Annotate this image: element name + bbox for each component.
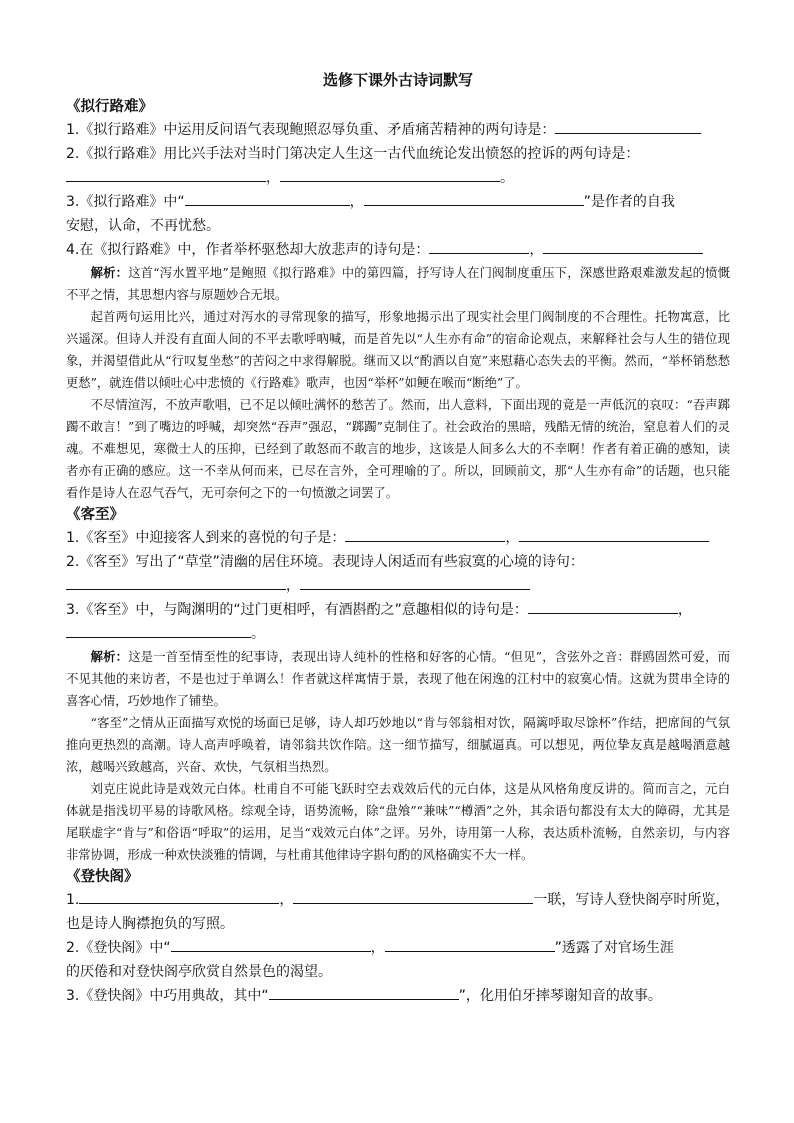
answer-blank[interactable]	[269, 984, 459, 1000]
punct-comma: ，	[286, 578, 300, 594]
section-heading-nixinglunan: 《拟行路难》	[66, 99, 153, 115]
question-3-1	[66, 888, 730, 936]
analysis-paragraph: 不尽情渲泻，不放声歌唱，已不足以倾吐满怀的愁苦了。然而，出人意料，下面出现的竟是一声低沉的哀叹：“吞声踯躅不敢言！”到了嘴边的呼喊，却突然“吞声”强忍，“踯躅”克制住了。社会政治的黑暗，残酷无情的统治，窒息着人们的灵魂。不难想见，寒微士人的压抑，已经到了敢怒而不敢言的地步，这该是人间多么大的不幸啊！作者有着正确的感知，读者亦有正确的感应。这一不幸从何而来，已尽在言外，全可理喻的了。所以，回顾前文，那“人生亦有命”的话题，也只能看作是诗人在忍气吞气，无可奈何之下的一句愤激之词罢了。	[66, 398, 730, 500]
answer-blank[interactable]	[385, 936, 555, 952]
question-number: 1.	[66, 892, 80, 908]
question-text: 2.《登快阁》中“	[66, 940, 171, 956]
analysis-label: 解析：	[90, 649, 129, 664]
answer-blank[interactable]	[280, 166, 500, 182]
question-1-2	[66, 142, 730, 190]
question-2-3	[66, 598, 730, 646]
question-text: 3.《登快阁》中巧用典故，其中“	[66, 988, 269, 1004]
analysis-text: 这首“泻水置平地”是鲍照《拟行路难》中的第四篇，抒写诗人在门阀制度重压下，深感世路艰难激发起的愤慨不平之情，其思想内容与原题妙合无垠。	[66, 266, 730, 302]
answer-blank[interactable]	[519, 526, 709, 542]
punct-comma: ，	[370, 940, 385, 956]
question-1-4	[66, 238, 730, 262]
page-title: 选修下课外古诗词默写	[322, 71, 473, 89]
answer-blank[interactable]	[300, 574, 530, 590]
question-text: ”，化用伯牙摔琴谢知音的故事。	[458, 988, 662, 1004]
punct-comma: ，	[505, 530, 520, 546]
question-1-3	[66, 190, 730, 238]
answer-blank[interactable]	[171, 936, 371, 952]
analysis-text: 这是一首至情至性的纪事诗，表现出诗人纯朴的性格和好客的心情。“但见”，含弦外之音：群鸥固然可爱，而不见其他的来访者，不是也过于单调么！作者就这样寓情于景，表现了他在闲逸的江村中的寂寞心情。这就为贯串全诗的喜客心情，巧妙地作了铺垫。	[66, 650, 730, 708]
worksheet	[66, 68, 730, 1008]
answer-blank[interactable]	[528, 598, 678, 614]
question-text: 3.《客至》中，与陶渊明的“过门更相呼，有酒斟酌之”意趣相似的诗句是：	[66, 602, 528, 618]
question-2-1	[66, 526, 730, 550]
punct-comma: ，	[279, 892, 294, 908]
question-text: ”是作者的自我	[583, 194, 675, 210]
analysis-paragraph: 起首两句运用比兴，通过对泻水的寻常现象的描写，形象地揭示出了现实社会里门阀制度的不合理性。托物寓意，比兴遥深。但诗人并没有直面人间的不平去歌呼吶喊，而是首先以“人生亦有命”的宿命论观点，来解释社会与人生的错位现象，并渴望借此从“行叹复坐愁”的苦闷之中求得解脱。继而又以“酌酒以自宽”来慰藉心态失去的平衡。然而，“举杯销愁愁更愁”，就连借以倾吐心中悲愤的《行路难》歌声，也因“举杯”如鲠在喉而“断绝”了。	[66, 310, 730, 390]
question-3-2	[66, 936, 730, 984]
question-text: 2.《客至》写出了“草堂”清幽的居住环境。表现诗人闲适而有些寂寞的心境的诗句：	[66, 554, 584, 570]
question-3-3	[66, 984, 730, 1008]
punct-period: 。	[500, 170, 514, 186]
answer-blank[interactable]	[429, 238, 529, 254]
punct-comma: ，	[349, 194, 364, 210]
section-heading-dengkuaige: 《登快阁》	[66, 869, 139, 885]
question-text: 也是诗人胸襟抱负的写照。	[66, 916, 234, 932]
punct-comma: ，	[266, 170, 280, 186]
answer-blank[interactable]	[293, 888, 533, 904]
answer-blank[interactable]	[66, 166, 266, 182]
answer-blank[interactable]	[66, 574, 286, 590]
question-text: 的厌倦和对登快阁亭欣赏自然景色的渴望。	[66, 964, 332, 980]
answer-blank[interactable]	[79, 888, 279, 904]
punct-comma: ，	[677, 602, 692, 618]
analysis-paragraph	[66, 262, 730, 306]
punct-comma: ，	[529, 242, 544, 258]
answer-blank[interactable]	[364, 190, 584, 206]
analysis-paragraph: “客至”之情从正面描写欢悦的场面已足够，诗人却巧妙地以“肯与邻翁相对饮，隔篱呼取尽馀杯”作结，把席间的气氛推向更热烈的高潮。诗人高声呼唤着，请邻翁共饮作陪。这一细节描写，细腻逼真。可以想见，两位挚友真是越喝酒意越浓，越喝兴致越高，兴奋、欢快，气氛相当热烈。	[66, 716, 730, 774]
question-text: 1.《客至》中迎接客人到来的喜悦的句子是：	[66, 530, 346, 546]
analysis-label: 解析：	[90, 265, 129, 280]
punct-period: 。	[251, 626, 265, 642]
answer-blank[interactable]	[543, 238, 703, 254]
question-1-1	[66, 118, 730, 142]
question-text: 安慰，认命，不再忧愁。	[66, 218, 220, 234]
question-text: 4.在《拟行路难》中，作者举杯驱愁却大放悲声的诗句是：	[66, 242, 430, 258]
question-2-2	[66, 550, 730, 598]
answer-blank[interactable]	[66, 622, 251, 638]
question-text: ”透露了对官场生涯	[554, 940, 674, 956]
analysis-paragraph: 刘克庄说此诗是戏效元白体。杜甫自不可能飞跃时空去戏效后代的元白体，这是从风格角度反讲的。简而言之，元白体就是指浅切平易的诗歌风格。综观全诗，语势流畅，除“盘飧”“兼味”“樽酒”之外，其余语句都没有太大的障碍，尤其是尾联虚字“肯与”和俗语“呼取”的运用，足当“戏效元白体”之评。另外，诗用第一人称，表达质朴流畅，自然亲切，与内容非常协调，形成一种欢快淡雅的情调，与杜甫其他律诗字斟句酌的风格确实不大一样。	[66, 782, 730, 862]
analysis-paragraph	[66, 646, 730, 712]
answer-blank[interactable]	[185, 190, 350, 206]
answer-blank[interactable]	[555, 118, 701, 134]
question-text: 一联，写诗人登快阁亭时所览，	[533, 892, 730, 908]
question-text: 3.《拟行路难》中“	[66, 194, 185, 210]
section-heading-kezhi: 《客至》	[66, 507, 124, 523]
answer-blank[interactable]	[345, 526, 505, 542]
question-text: 2.《拟行路难》用比兴手法对当时门第决定人生这一古代血统论发出愤怒的控诉的两句诗是：	[66, 146, 640, 162]
question-text: 1.《拟行路难》中运用反问语气表现鲍照忍辱负重、矛盾痛苦精神的两句诗是：	[66, 122, 556, 138]
